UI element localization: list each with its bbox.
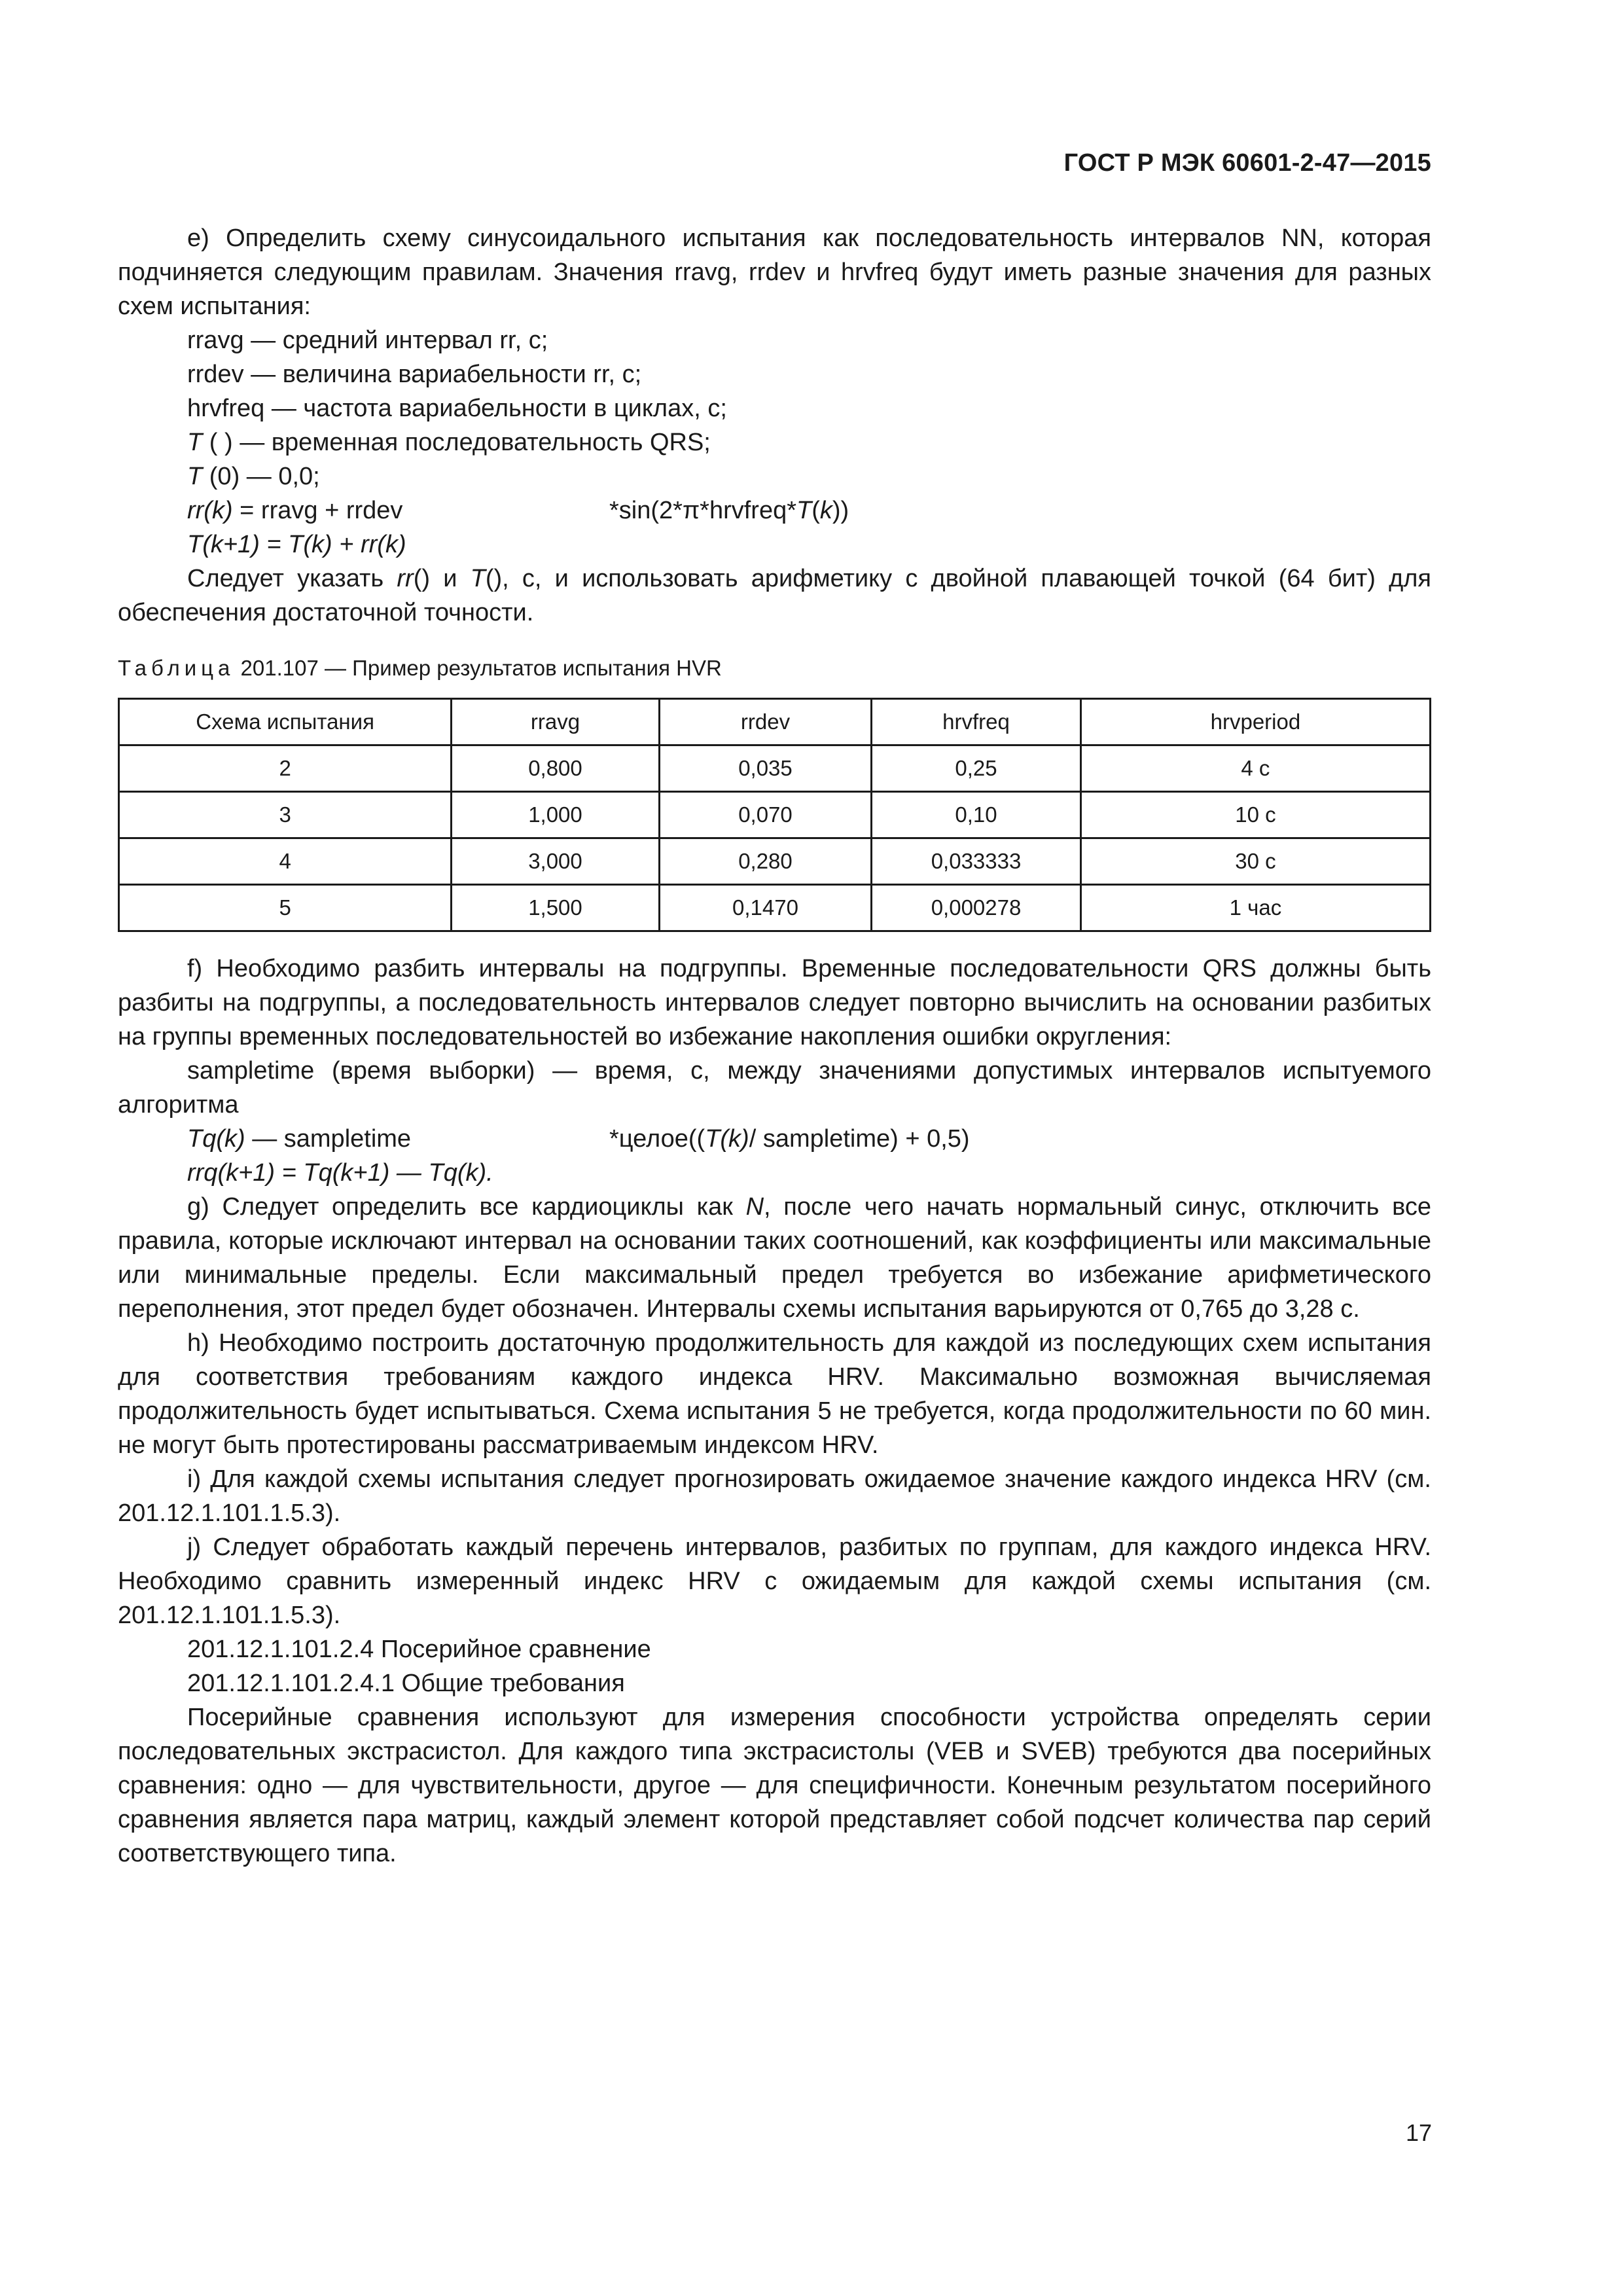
paragraph-g (118, 1190, 1431, 1326)
def-rravg: rravg — средний интервал rr, с; (187, 327, 548, 354)
page-number: 17 (1405, 2119, 1432, 2146)
table-cell: 0,800 (452, 745, 659, 792)
k-symbol: k (819, 497, 832, 524)
table-cell: 0,10 (872, 792, 1081, 838)
text-span: Следует указать (187, 565, 397, 592)
tq-formula-right (609, 1122, 970, 1156)
document-header: ГОСТ Р МЭК 60601-2-47—2015 (1063, 149, 1431, 177)
table-cell: 3,000 (452, 838, 659, 885)
table-cell: 2 (119, 745, 452, 792)
tq-symbol: Tq(k) (187, 1125, 245, 1153)
rr-symbol: rr (397, 565, 414, 592)
table-cell: 1,000 (452, 792, 659, 838)
document-body (118, 221, 1431, 1871)
paragraph-f: f) Необходимо разбить интервалы на подгруппы. Временные последовательности QRS должны быть разбиты на подгруппы, а последовательность интервалов следует повторно вычислить на основании разбитых на группы временных последовательностей во избежание накопления ошибки округления: (118, 955, 1431, 1050)
t-symbol: T (187, 463, 203, 490)
table-cell: 30 с (1080, 838, 1430, 885)
rr-symbol: rr(k) (187, 497, 233, 524)
paren: )) (832, 497, 849, 524)
table-row (119, 838, 1431, 885)
text-span: , после чего начать нормальный синус, отключить все правила, которые исключают интервал на основании таких соотношений, как коэффициенты или максимальные или минимальные пределы. Если максимальный предел требуется во избежание арифметического переполнения, этот предел будет обозначен. Интервалы схемы испытания варьируются от 0,765 до 3,28 с. (118, 1193, 1432, 1323)
rr-formula-left: = rravg + rrdev (232, 497, 403, 524)
text-span: (), с, и использовать арифметику с двойной плавающей точкой (64 бит) для обеспечения достаточной точности. (118, 565, 1431, 626)
results-table (118, 698, 1431, 932)
formula-rrq: rrq(k+1) = Tq(k+1) — Tq(k). (187, 1159, 493, 1187)
subsection-heading: 201.12.1.101.2.4.1 Общие требования (187, 1670, 625, 1697)
table-cell: 1,500 (452, 885, 659, 931)
t-zero-text: (0) — 0,0; (202, 463, 320, 490)
paragraph-e: e) Определить схему синусоидального испытания как последовательность интервалов NN, которая подчиняется следующим правилам. Значения rravg, rrdev и hrvfreq будут иметь разные значения для разных схем испытания: (118, 224, 1431, 320)
table-cell: 0,25 (872, 745, 1081, 792)
table-cell: 0,280 (659, 838, 872, 885)
t-sequence-text: ( ) — временная последовательность QRS; (202, 429, 711, 456)
paragraph-e2 (118, 562, 1431, 630)
paragraph-last: Посерийные сравнения используют для измерения способности устройства определять серии последовательных экстрасистол. Для каждого типа экстрасистолы (VEB и SVEB) требуются два посерийных сравнения: одно — для чувствительности, другое — для специфичности. Конечным результатом посерийного сравнения является пара матриц, каждый элемент которой представляет собой подсчет количества пар серий соответствующего типа. (118, 1704, 1431, 1867)
text-span: *целое(( (609, 1125, 705, 1153)
table-row (119, 885, 1431, 931)
def-t-zero (118, 459, 1431, 493)
formula-rr (118, 493, 1431, 528)
section-heading: 201.12.1.101.2.4 Посерийное сравнение (187, 1636, 651, 1663)
n-symbol: N (745, 1193, 764, 1221)
column-header: hrvfreq (872, 699, 1081, 745)
table-title: 201.107 — Пример результатов испытания HVR (234, 656, 722, 680)
t-symbol: T (796, 497, 812, 524)
rr-formula-right (609, 493, 849, 528)
rr-formula-sin: *sin(2*π*hrvfreq* (609, 497, 797, 524)
text-span: g) Следует определить все кардиоциклы как (187, 1193, 746, 1221)
table-cell: 0,033333 (872, 838, 1081, 885)
table-cell: 0,000278 (872, 885, 1081, 931)
def-hrvfreq: hrvfreq — частота вариабельности в циклах, с; (187, 395, 727, 422)
column-header: Схема испытания (119, 699, 452, 745)
table-row (119, 792, 1431, 838)
table-cell: 4 (119, 838, 452, 885)
paragraph-i: i) Для каждой схемы испытания следует прогнозировать ожидаемое значение каждого индекса HRV (см. 201.12.1.101.1.5.3). (118, 1465, 1431, 1527)
table-cell: 1 час (1080, 885, 1430, 931)
table-cell: 0,1470 (659, 885, 872, 931)
def-rrdev: rrdev — величина вариабельности rr, с; (187, 361, 642, 388)
paren: ( (812, 497, 820, 524)
t-symbol: T(k) (705, 1125, 749, 1153)
table-cell: 3 (119, 792, 452, 838)
text-span: / sampletime) + 0,5) (749, 1125, 970, 1153)
table-cell: 4 с (1080, 745, 1430, 792)
table-cell: 0,070 (659, 792, 872, 838)
t-symbol: T (470, 565, 486, 592)
table-cell: 0,035 (659, 745, 872, 792)
column-header: rravg (452, 699, 659, 745)
text-span: () и (413, 565, 471, 592)
table-caption (118, 653, 1431, 683)
table-label: Таблица (118, 656, 235, 680)
column-header: rrdev (659, 699, 872, 745)
tq-formula-left: — sampletime (245, 1125, 412, 1153)
t-symbol: T (187, 429, 203, 456)
table-header-row (119, 699, 1431, 745)
table-row (119, 745, 1431, 792)
table-cell: 5 (119, 885, 452, 931)
paragraph-j: j) Следует обработать каждый перечень интервалов, разбитых по группам, для каждого индекса HRV. Необходимо сравнить измеренный индекс HRV с ожидаемым для каждой схемы испытания (см. 201.12.1.101.1.5.3). (118, 1534, 1431, 1629)
def-t-sequence (118, 425, 1431, 459)
table-cell: 10 с (1080, 792, 1430, 838)
formula-tq (118, 1122, 1431, 1156)
column-header: hrvperiod (1080, 699, 1430, 745)
paragraph-sampletime: sampletime (время выборки) — время, с, между значениями допустимых интервалов испытуемого алгоритма (118, 1057, 1431, 1119)
formula-t-k1: T(k+1) = T(k) + rr(k) (187, 531, 406, 558)
paragraph-h: h) Необходимо построить достаточную продолжительность для каждой из последующих схем испытания для соответствия требованиям каждого индекса HRV. Максимально возможная вычисляемая продолжительность будет испытываться. Схема испытания 5 не требуется, когда продолжительности по 60 мин. не могут быть протестированы рассматриваемым индексом HRV. (118, 1329, 1431, 1459)
